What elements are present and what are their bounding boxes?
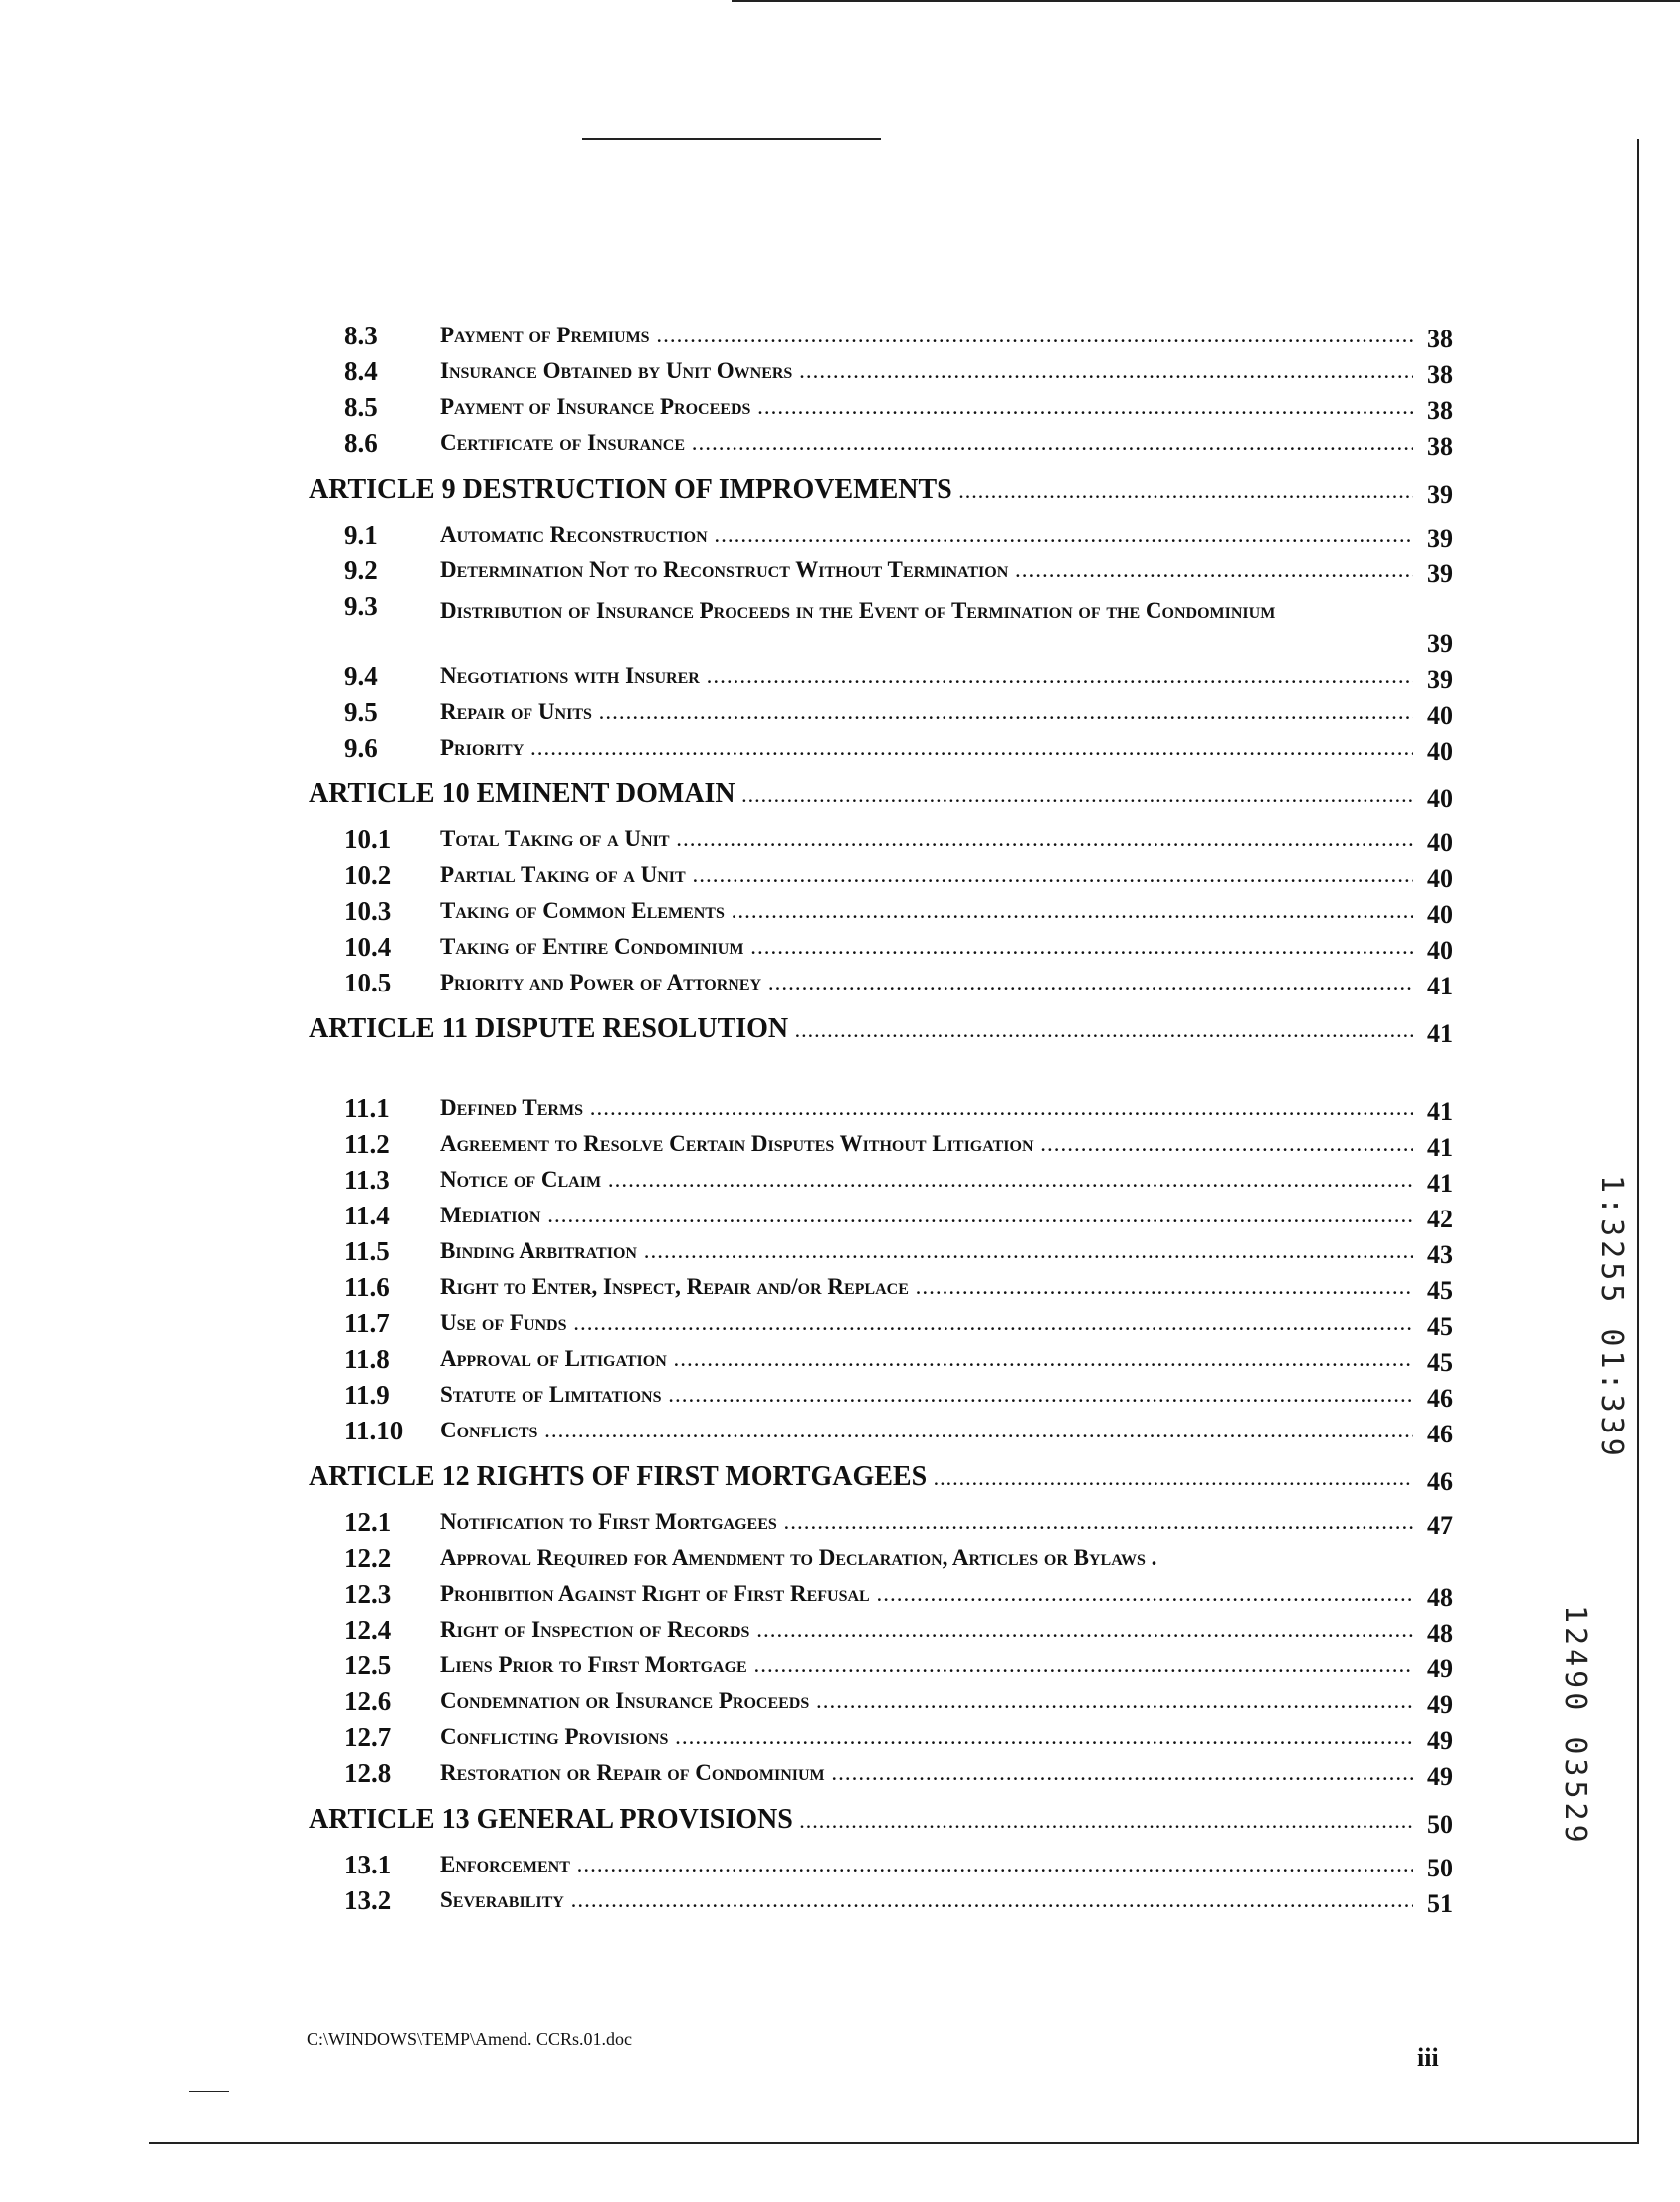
- section-number: 11.5: [344, 1236, 390, 1266]
- toc-entry: [309, 1232, 1453, 1268]
- section-number: 11.10: [344, 1416, 404, 1445]
- section-number: 12.6: [344, 1686, 392, 1716]
- toc-entry: [309, 1340, 1453, 1376]
- section-number: 11.6: [344, 1272, 390, 1302]
- section-title: Mediation .....: [440, 1203, 1413, 1228]
- section-title: Payment of Insurance Proceeds .....: [440, 394, 1413, 420]
- toc-entry: [309, 856, 1453, 892]
- section-number: 11.9: [344, 1380, 390, 1410]
- toc-entry: [309, 1089, 1453, 1125]
- section-title: Approval Required for Amendment to Declaration, Articles or Bylaws .: [440, 1545, 1157, 1570]
- section-page: 49: [1427, 1726, 1453, 1755]
- section-page: 41: [1427, 1097, 1453, 1126]
- section-page: 45: [1427, 1276, 1453, 1305]
- section-title: Severability .....: [440, 1887, 1413, 1913]
- section-number: 12.5: [344, 1651, 392, 1680]
- scan-mark-top: [582, 138, 881, 140]
- section-number: 11.2: [344, 1129, 390, 1159]
- article-heading: [309, 771, 1453, 820]
- section-number: 8.3: [344, 321, 378, 350]
- section-number: 8.5: [344, 392, 378, 422]
- article-page: 46: [1427, 1467, 1453, 1496]
- section-page: 41: [1427, 1133, 1453, 1162]
- article-heading: [309, 466, 1453, 516]
- scan-border-top: [732, 0, 1680, 2]
- section-title: Automatic Reconstruction .....: [440, 522, 1413, 548]
- article-page: 39: [1427, 480, 1453, 509]
- section-title: Priority .....: [440, 735, 1413, 761]
- section-title: Defined Terms .....: [440, 1095, 1413, 1121]
- section-page: 39: [1427, 629, 1453, 658]
- section-page: 40: [1427, 900, 1453, 929]
- toc-entry: [309, 1881, 1453, 1917]
- toc-entry: [309, 317, 1453, 352]
- section-number: 11.4: [344, 1201, 390, 1230]
- toc-entry: [309, 928, 1453, 964]
- toc-entry: [309, 1125, 1453, 1161]
- toc-entry: [309, 551, 1453, 587]
- section-title: Liens Prior to First Mortgage .....: [440, 1652, 1413, 1678]
- section-title: Notice of Claim .....: [440, 1167, 1413, 1193]
- toc-entry: [309, 657, 1453, 693]
- article-page: 41: [1427, 1019, 1453, 1048]
- article-title: ARTICLE 11 DISPUTE RESOLUTION .....: [309, 1013, 1413, 1045]
- section-page: 49: [1427, 1654, 1453, 1683]
- toc-entry: [309, 388, 1453, 424]
- scan-border-bottom: [149, 2142, 1639, 2144]
- toc-entry: [309, 1682, 1453, 1718]
- section-number: 12.8: [344, 1758, 392, 1788]
- section-number: 10.2: [344, 860, 392, 890]
- toc-entry: [309, 820, 1453, 856]
- section-title: Agreement to Resolve Certain Disputes Without Litigation .....: [440, 1131, 1413, 1157]
- section-title: Notification to First Mortgagees .....: [440, 1509, 1413, 1535]
- section-title: Distribution of Insurance Proceeds in the Event of Termination of the Condominium: [440, 598, 1276, 623]
- article-title: ARTICLE 13 GENERAL PROVISIONS .....: [309, 1804, 1413, 1836]
- section-number: 12.7: [344, 1722, 392, 1752]
- section-page: 47: [1427, 1511, 1453, 1540]
- vertical-stamp-b: 12490 03529: [1558, 1605, 1592, 1847]
- section-page: 40: [1427, 936, 1453, 965]
- section-title: Enforcement .....: [440, 1852, 1413, 1877]
- section-title: Binding Arbitration .....: [440, 1238, 1413, 1264]
- section-page: 39: [1427, 524, 1453, 552]
- section-number: 10.5: [344, 968, 392, 997]
- section-number: 13.2: [344, 1885, 392, 1915]
- section-page: 39: [1427, 559, 1453, 588]
- section-title: Insurance Obtained by Unit Owners .....: [440, 358, 1413, 384]
- toc-entry: [309, 892, 1453, 928]
- section-title: Use of Funds .....: [440, 1310, 1413, 1336]
- toc-entry: [309, 1718, 1453, 1754]
- section-title: Condemnation or Insurance Proceeds .....: [440, 1688, 1413, 1714]
- section-title: Negotiations with Insurer .....: [440, 663, 1413, 689]
- section-number: 9.5: [344, 697, 378, 727]
- section-page: 40: [1427, 737, 1453, 766]
- section-number: 13.1: [344, 1850, 392, 1879]
- section-title: Partial Taking of a Unit .....: [440, 862, 1413, 888]
- article-page: 40: [1427, 784, 1453, 813]
- section-number: 12.1: [344, 1507, 392, 1537]
- scan-border-right: [1637, 139, 1639, 2142]
- section-number: 12.3: [344, 1579, 392, 1609]
- section-page: 41: [1427, 1169, 1453, 1198]
- vertical-stamp-a: 1:3255 01:339: [1594, 1175, 1629, 1460]
- section-page: 45: [1427, 1348, 1453, 1377]
- section-title: Right to Enter, Inspect, Repair and/or Replace .....: [440, 1274, 1413, 1300]
- section-number: 9.1: [344, 520, 378, 550]
- section-title: Total Taking of a Unit .....: [440, 826, 1413, 852]
- article-title: ARTICLE 10 EMINENT DOMAIN .....: [309, 778, 1413, 810]
- section-page: 42: [1427, 1205, 1453, 1233]
- section-title: Conflicts .....: [440, 1418, 1413, 1443]
- section-page: 45: [1427, 1312, 1453, 1341]
- section-page: 48: [1427, 1619, 1453, 1648]
- section-title: Payment of Premiums .....: [440, 323, 1413, 348]
- section-page: 40: [1427, 864, 1453, 893]
- toc-entry: [309, 1539, 1453, 1575]
- section-title: Repair of Units .....: [440, 699, 1413, 725]
- section-title: Statute of Limitations .....: [440, 1382, 1413, 1408]
- toc-entry: [309, 729, 1453, 765]
- toc-entry: [309, 1846, 1453, 1881]
- footer-file-path: C:\WINDOWS\TEMP\Amend. CCRs.01.doc: [307, 2029, 632, 2049]
- section-page: 46: [1427, 1384, 1453, 1413]
- section-page: 49: [1427, 1690, 1453, 1719]
- toc-entry: [309, 1611, 1453, 1647]
- section-page: 48: [1427, 1583, 1453, 1612]
- toc-entry: [309, 352, 1453, 388]
- section-number: 10.3: [344, 896, 392, 926]
- section-page: 38: [1427, 360, 1453, 389]
- article-heading: [309, 1453, 1453, 1503]
- section-number: 12.2: [344, 1543, 392, 1573]
- section-number: 11.7: [344, 1308, 390, 1338]
- toc-entry: [309, 424, 1453, 460]
- toc-entry: [309, 1412, 1453, 1447]
- section-page: 51: [1427, 1889, 1453, 1918]
- section-page: 40: [1427, 701, 1453, 730]
- section-number: 10.1: [344, 824, 392, 854]
- toc-entry: [309, 1268, 1453, 1304]
- section-page: 38: [1427, 325, 1453, 353]
- section-number: 10.4: [344, 932, 392, 962]
- toc-entry: [309, 587, 1453, 657]
- section-title: Taking of Common Elements .....: [440, 898, 1413, 924]
- section-number: 12.4: [344, 1615, 392, 1645]
- section-page: 40: [1427, 828, 1453, 857]
- section-number: 9.4: [344, 661, 378, 691]
- section-number: 9.2: [344, 555, 378, 585]
- toc-entry: [309, 1376, 1453, 1412]
- section-title: Taking of Entire Condominium .....: [440, 934, 1413, 960]
- toc-entry: [309, 693, 1453, 729]
- article-title: ARTICLE 12 RIGHTS OF FIRST MORTGAGEES .....: [309, 1461, 1413, 1493]
- section-page: 38: [1427, 396, 1453, 425]
- section-title: Priority and Power of Attorney .....: [440, 970, 1413, 995]
- table-of-contents: [309, 317, 1453, 1917]
- article-title: ARTICLE 9 DESTRUCTION OF IMPROVEMENTS .....: [309, 474, 1413, 506]
- page-number: iii: [1417, 2043, 1439, 2072]
- toc-entry: [309, 964, 1453, 999]
- section-number: 8.6: [344, 428, 378, 458]
- section-number: 11.8: [344, 1344, 390, 1374]
- section-title: Prohibition Against Right of First Refusal .....: [440, 1581, 1413, 1607]
- section-page: 50: [1427, 1854, 1453, 1882]
- section-number: 8.4: [344, 356, 378, 386]
- section-page: 46: [1427, 1420, 1453, 1448]
- section-page: 49: [1427, 1762, 1453, 1791]
- article-heading: [309, 1005, 1453, 1089]
- section-number: 11.1: [344, 1093, 390, 1123]
- section-page: 38: [1427, 432, 1453, 461]
- article-heading: [309, 1796, 1453, 1846]
- toc-entry: [309, 516, 1453, 551]
- section-title: Restoration or Repair of Condominium .....: [440, 1760, 1413, 1786]
- toc-entry: [309, 1647, 1453, 1682]
- scan-mark-bottom-left: [189, 2091, 229, 2092]
- toc-entry: [309, 1161, 1453, 1197]
- toc-entry: [309, 1304, 1453, 1340]
- toc-entry: [309, 1197, 1453, 1232]
- section-title: Certificate of Insurance .....: [440, 430, 1413, 456]
- toc-entry: [309, 1754, 1453, 1790]
- section-title: Right of Inspection of Records .....: [440, 1617, 1413, 1643]
- section-title: Conflicting Provisions .....: [440, 1724, 1413, 1750]
- toc-entry: [309, 1575, 1453, 1611]
- section-number: 9.3: [344, 591, 378, 621]
- section-page: 41: [1427, 972, 1453, 1000]
- section-page: 39: [1427, 665, 1453, 694]
- section-title: Determination Not to Reconstruct Without Termination .....: [440, 557, 1413, 583]
- section-number: 11.3: [344, 1165, 390, 1195]
- section-number: 9.6: [344, 733, 378, 763]
- section-page: 43: [1427, 1240, 1453, 1269]
- article-page: 50: [1427, 1810, 1453, 1839]
- section-title: Approval of Litigation .....: [440, 1346, 1413, 1372]
- toc-entry: [309, 1503, 1453, 1539]
